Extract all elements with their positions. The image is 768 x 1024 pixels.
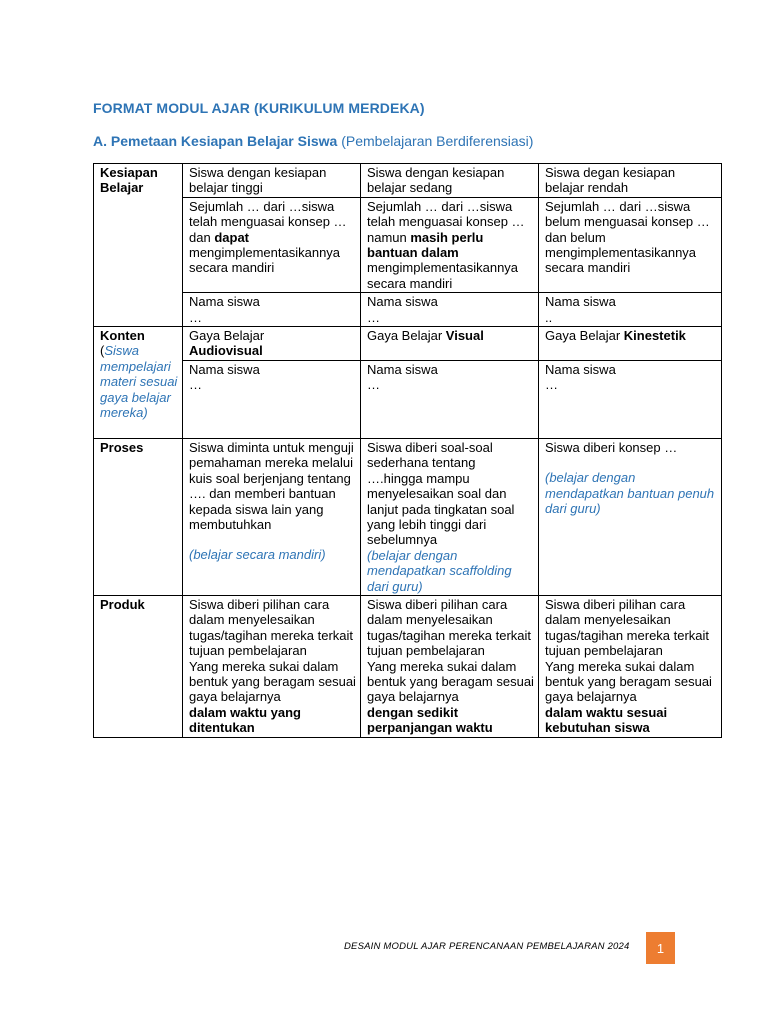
table-row (94, 164, 722, 198)
desc-text: Sejumlah … dari …siswa telah menguasai konsep … namun (367, 198, 525, 245)
section-title (93, 133, 533, 149)
product-text: Yang mereka sukai dalam bentuk yang beragam sesuai gaya belajarnya (189, 658, 356, 705)
names-placeholder: .. (545, 309, 553, 325)
table-row (94, 595, 722, 737)
cell-names (183, 293, 361, 327)
process-text: Siswa diberi soal-soal sederhana tentang ….hingga mampu menyelesaikan soal dan lanjut pada tingkatan soal yang lebih tinggi dari sebelumnya (367, 439, 515, 548)
desc-bold: dapat (214, 229, 249, 245)
cell-names (539, 293, 722, 327)
process-note: (belajar dengan mendapatkan scaffolding dari guru) (367, 547, 512, 594)
cell-style-visual (361, 327, 539, 361)
cell-style-kinestetik (539, 327, 722, 361)
cell-readiness-low-desc: Sejumlah … dari …siswa belum menguasai konsep … dan belum mengimplementasikannya secara mandiri (539, 197, 722, 292)
product-bold: dalam waktu yang ditentukan (189, 704, 301, 736)
style-prefix: Gaya Belajar (367, 328, 443, 344)
cell-names (361, 360, 539, 438)
konten-paren: ( (100, 343, 105, 359)
product-text: Yang mereka sukai dalam bentuk yang beragam sesuai gaya belajarnya (545, 658, 712, 705)
product-text: Siswa diberi pilihan cara dalam menyelesaikan tugas/tagihan mereka terkait tujuan pembelajaran (189, 596, 354, 659)
process-note: (belajar dengan mendapatkan bantuan penuh dari guru) (545, 470, 715, 517)
process-text: Siswa diberi konsep … (545, 439, 678, 455)
row-header-konten (94, 327, 183, 439)
row-header-kesiapan: Kesiapan Belajar (94, 164, 183, 327)
cell-product-high (183, 595, 361, 737)
footer-text: DESAIN MODUL AJAR PERENCANAAN PEMBELAJARAN 2024 (344, 941, 630, 952)
desc-text: mengimplementasikannya secara mandiri (367, 260, 519, 291)
names-placeholder: … (367, 377, 380, 393)
section-title-subtitle: (Pembelajaran Berdiferensiasi) (341, 133, 534, 149)
cell-readiness-medium: Siswa dengan kesiapan belajar sedang (361, 164, 539, 198)
cell-names (361, 293, 539, 327)
cell-readiness-high: Siswa dengan kesiapan belajar tinggi (183, 164, 361, 198)
desc-text: mengimplementasikannya secara mandiri (189, 245, 341, 276)
cell-names (539, 360, 722, 438)
style-name: Audiovisual (189, 343, 263, 359)
style-prefix: Gaya Belajar (189, 328, 265, 344)
cell-product-medium (361, 595, 539, 737)
cell-product-low (539, 595, 722, 737)
product-text: Siswa diberi pilihan cara dalam menyelesaikan tugas/tagihan mereka terkait tujuan pembelajaran (367, 596, 532, 659)
konten-note: Siswa mempelajari materi sesuai gaya belajar mereka) (100, 343, 178, 421)
product-bold: dalam waktu sesuai kebutuhan siswa (545, 704, 668, 736)
names-label: Nama siswa (545, 294, 616, 310)
names-label: Nama siswa (189, 294, 260, 310)
table-row (94, 293, 722, 327)
product-text: Yang mereka sukai dalam bentuk yang beragam sesuai gaya belajarnya (367, 658, 534, 705)
product-bold: dengan sedikit perpanjangan waktu (367, 704, 493, 736)
process-text: Siswa diminta untuk menguji pemahaman mereka melalui kuis soal berjenjang tentang …. dan memberi bantuan kepada siswa lain yang membutuhkan (189, 439, 354, 532)
table-row (94, 197, 722, 292)
page-number-badge: 1 (646, 932, 675, 964)
section-title-bold: A. Pemetaan Kesiapan Belajar Siswa (93, 133, 338, 149)
names-label: Nama siswa (545, 361, 616, 377)
cell-process-high (183, 438, 361, 595)
konten-label: Konten (100, 328, 145, 344)
style-prefix: Gaya Belajar (545, 328, 621, 344)
cell-style-audiovisual (183, 327, 361, 361)
row-header-produk: Produk (94, 595, 183, 737)
cell-process-low (539, 438, 722, 595)
style-name: Visual (445, 328, 484, 344)
row-header-proses: Proses (94, 438, 183, 595)
names-placeholder: … (189, 309, 202, 325)
names-placeholder: … (367, 309, 380, 325)
product-text: Siswa diberi pilihan cara dalam menyelesaikan tugas/tagihan mereka terkait tujuan pembelajaran (545, 596, 710, 659)
names-label: Nama siswa (367, 294, 438, 310)
table-row (94, 438, 722, 595)
names-placeholder: … (189, 377, 202, 393)
desc-bold: masih perlu bantuan dalam (367, 229, 484, 261)
names-placeholder: … (545, 377, 558, 393)
cell-process-medium (361, 438, 539, 595)
process-note: (belajar secara mandiri) (189, 547, 326, 563)
cell-readiness-high-desc (183, 197, 361, 292)
names-label: Nama siswa (367, 361, 438, 377)
cell-readiness-medium-desc (361, 197, 539, 292)
document-title: FORMAT MODUL AJAR (KURIKULUM MERDEKA) (93, 100, 425, 116)
table-row (94, 327, 722, 361)
table-row (94, 360, 722, 438)
cell-names (183, 360, 361, 438)
desc-text: Sejumlah … dari …siswa telah menguasai konsep … dan (189, 198, 347, 245)
names-label: Nama siswa (189, 361, 260, 377)
readiness-mapping-table (93, 163, 722, 738)
cell-readiness-low: Siswa degan kesiapan belajar rendah (539, 164, 722, 198)
style-name: Kinestetik (623, 328, 686, 344)
